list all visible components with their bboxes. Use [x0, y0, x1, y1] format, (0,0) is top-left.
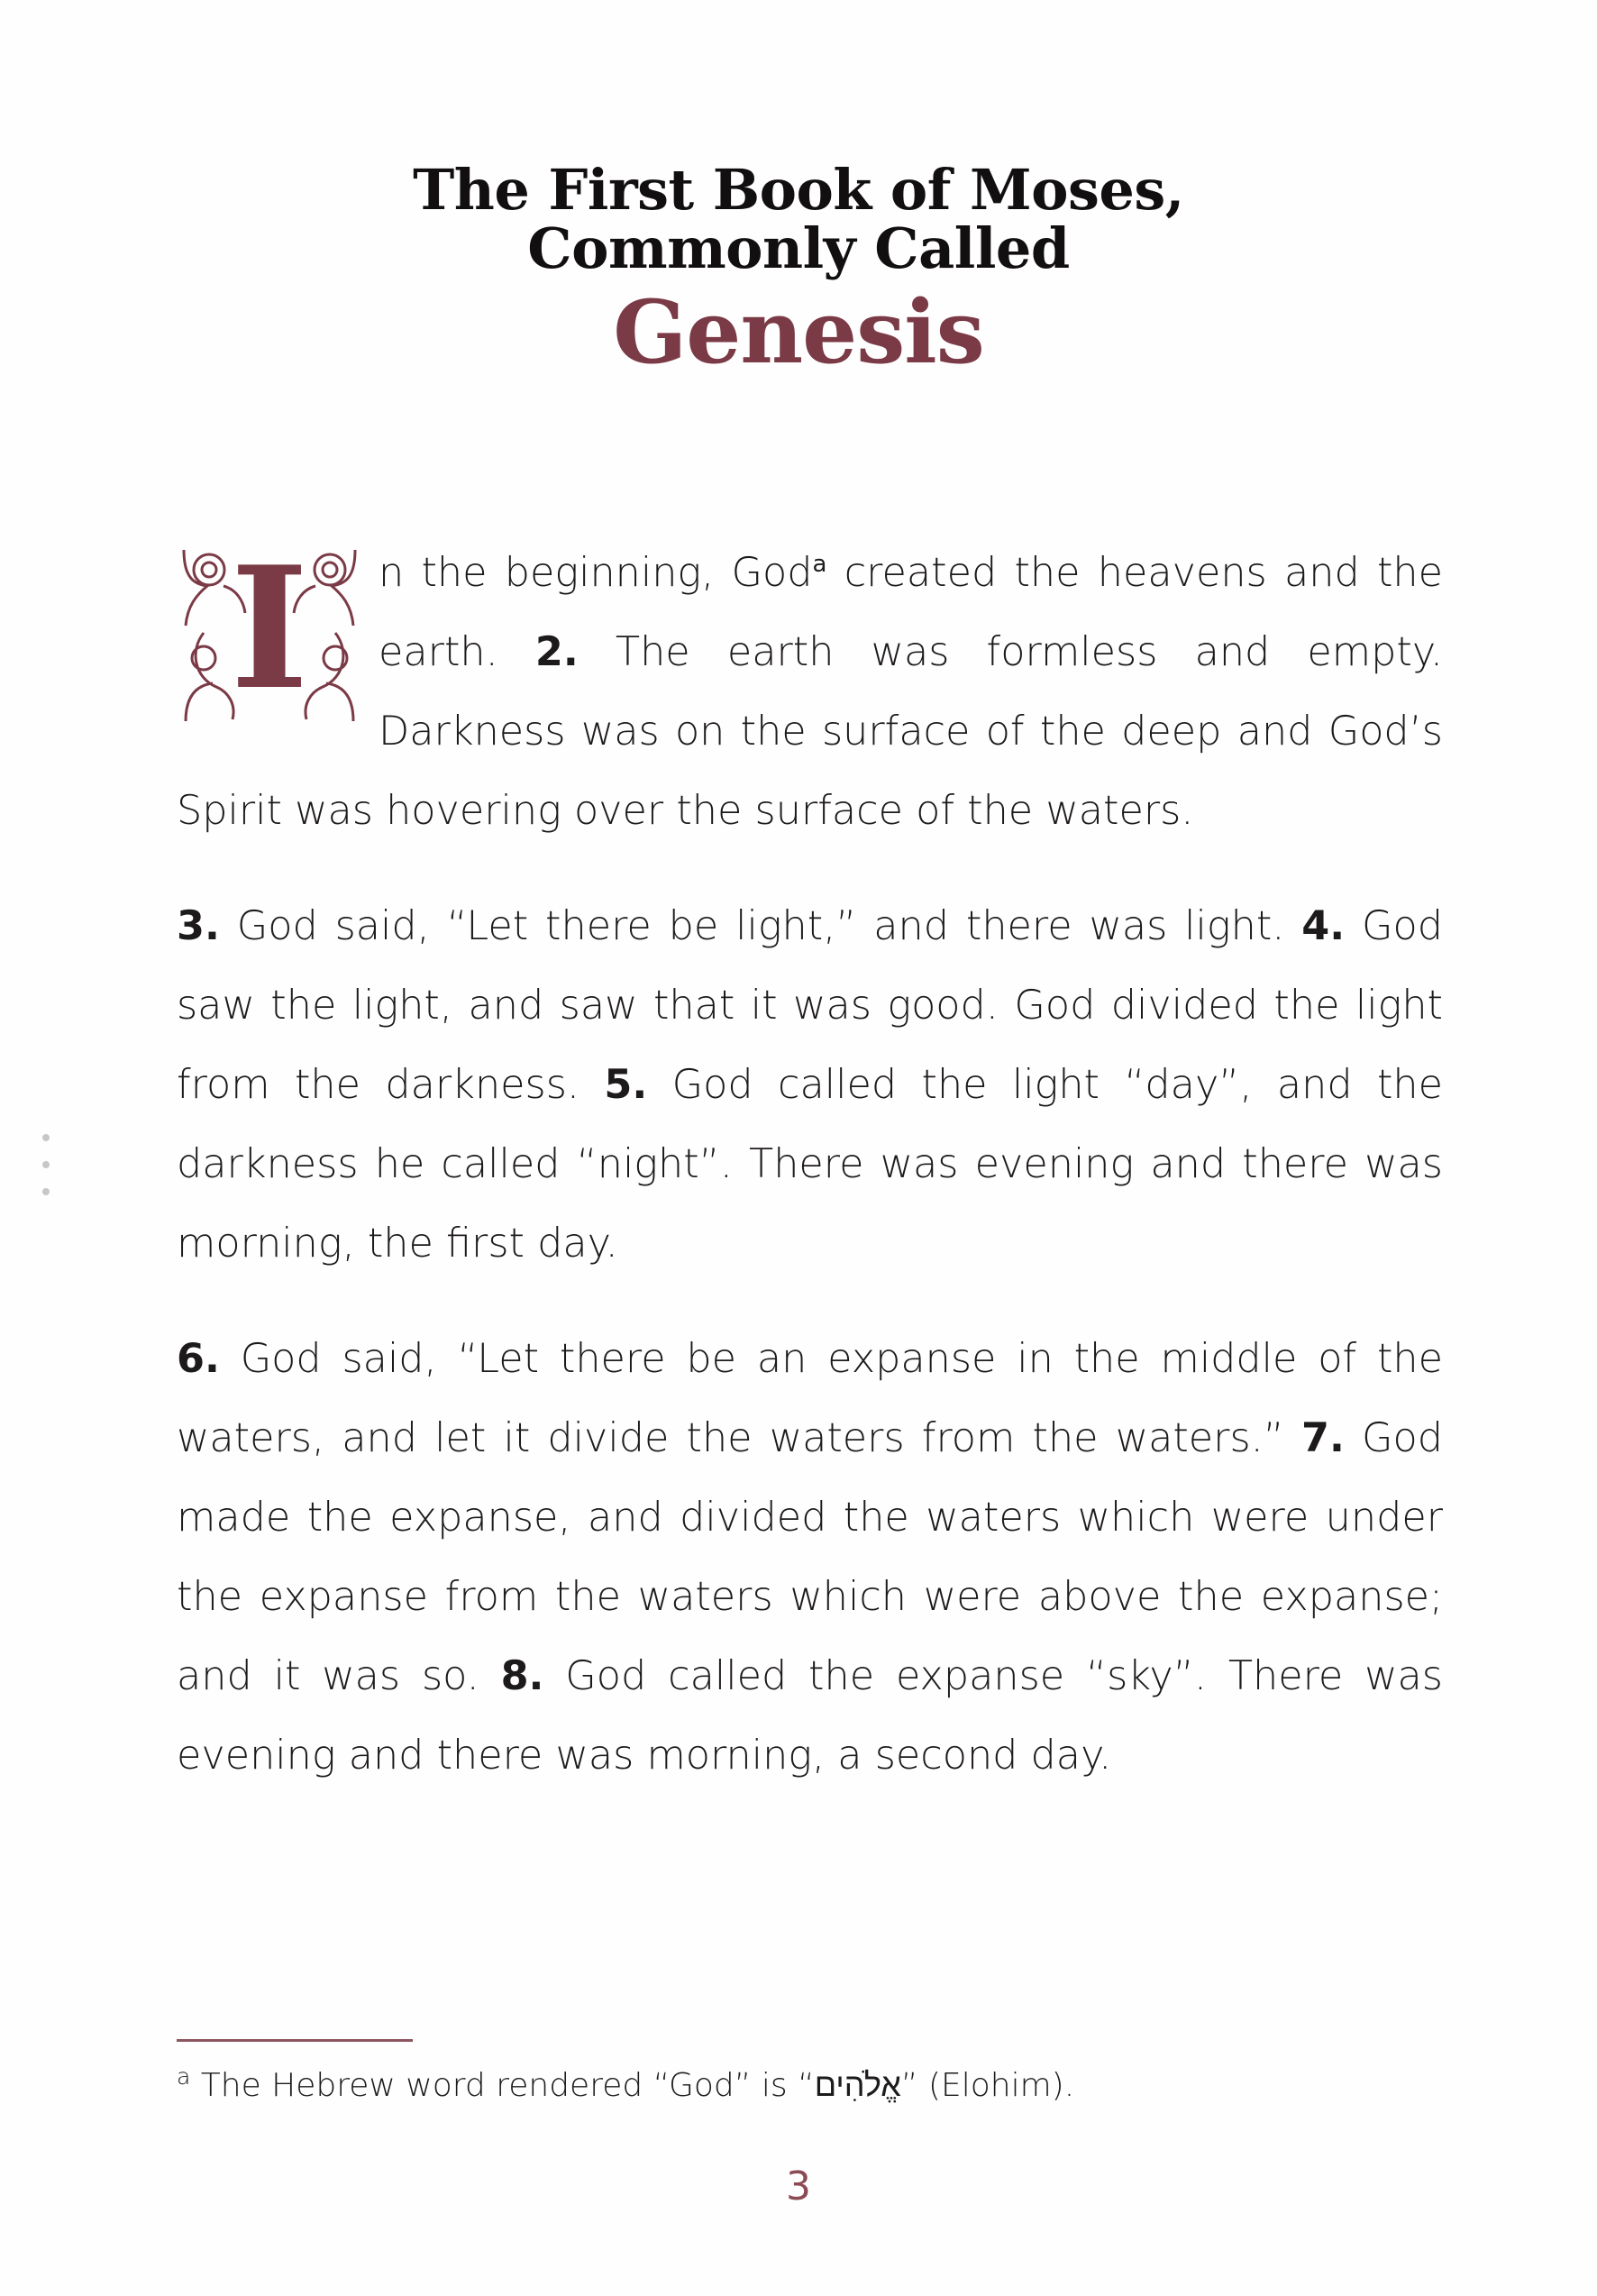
drag-handle[interactable] — [38, 1134, 54, 1195]
verse-text-6: God said, “Let there be an expanse in the middle of the waters, and let it divide the waters from the waters.” — [177, 1336, 1443, 1461]
verse-number-4: 4. — [1301, 903, 1346, 949]
paragraph-1-after-marker: created the heavens and the earth. — [379, 550, 1443, 675]
hebrew-word: אֱלֹהִים — [814, 2067, 901, 2104]
drop-cap-letter-i — [177, 543, 362, 728]
verse-number-7: 7. — [1301, 1415, 1345, 1461]
verse-number-5: 5. — [604, 1062, 648, 1108]
title-line-1: The First Book of Moses, — [413, 157, 1184, 223]
paragraph-3 — [177, 1320, 1443, 1796]
drop-cap-ornament — [177, 543, 362, 728]
footnote-divider — [177, 2039, 413, 2042]
footnote-text-after: ” (Elohim). — [900, 2067, 1075, 2104]
verse-text-2: The earth was formless and empty. Darkness was on the surface of the deep and God’s Spirit was hovering over the surface of the waters. — [177, 629, 1443, 834]
page-title — [0, 157, 1597, 384]
handle-dot — [42, 1188, 50, 1195]
footnote-text-before: The Hebrew word rendered “God” is “ — [190, 2067, 815, 2104]
verse-text-3: God said, “Let there be light,” and there was light. — [219, 903, 1302, 949]
svg-text:I: I — [230, 543, 309, 727]
verse-text-4: God saw the light, and saw that it was good. God divided the light from the darkness. — [177, 903, 1443, 1108]
page-number: 3 — [786, 2163, 811, 2209]
verse-number-8: 8. — [500, 1653, 544, 1699]
verse-text-8: God called the expanse “sky”. There was evening and there was morning, a second day. — [177, 1653, 1443, 1779]
handle-dot — [42, 1134, 50, 1141]
paragraph-2 — [177, 887, 1443, 1284]
paragraph-1-lead: n the beginning, God — [379, 550, 813, 596]
verse-number-6: 6. — [177, 1336, 220, 1382]
footnote-area — [177, 2039, 1443, 2108]
body-text — [177, 534, 1443, 1796]
footnote-marker: a — [177, 2063, 191, 2090]
footnote-a — [177, 2063, 1443, 2108]
title-line-2: Commonly Called — [527, 215, 1070, 282]
verse-number-3: 3. — [177, 903, 220, 949]
verse-text-5: God called the light “day”, and the darkness he called “night”. There was evening and there was morning, the first day. — [177, 1062, 1443, 1267]
handle-dot — [42, 1161, 50, 1168]
footnote-reference-a[interactable]: a — [812, 551, 827, 579]
verse-number-2: 2. — [534, 629, 579, 675]
paragraph-1 — [177, 534, 1443, 851]
book-name: Genesis — [613, 281, 984, 384]
verse-text-7: God made the expanse, and divided the waters which were under the expanse from the waters which were above the expanse; and it was so. — [177, 1415, 1443, 1699]
